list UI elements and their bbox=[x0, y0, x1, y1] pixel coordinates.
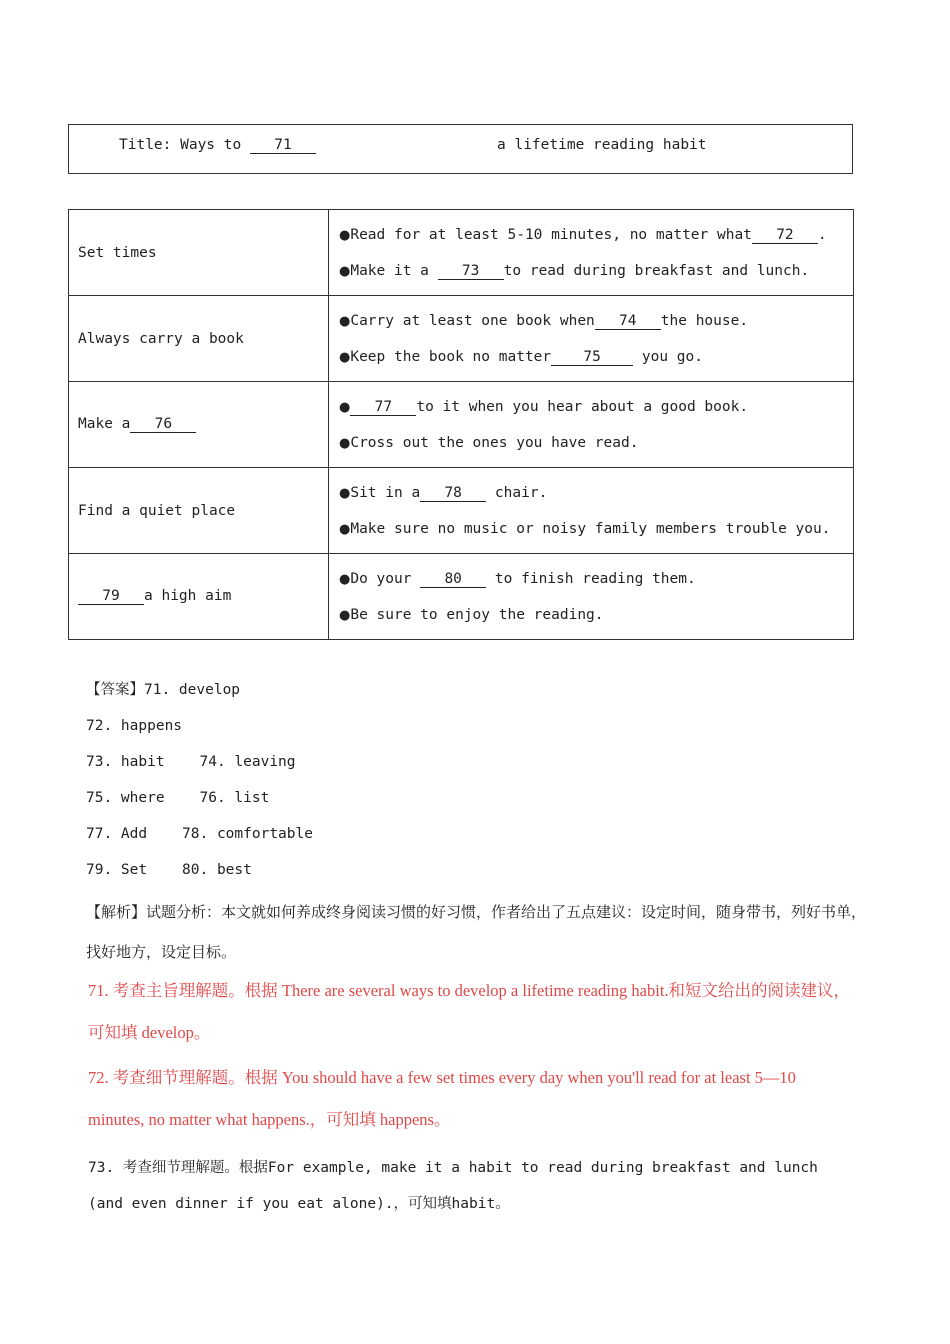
row-content bbox=[329, 382, 854, 468]
text: chair. bbox=[486, 484, 548, 501]
text: . bbox=[817, 226, 827, 243]
answer-line: 77. Add 78. comfortable bbox=[86, 826, 313, 842]
content-line bbox=[339, 425, 853, 461]
row-content bbox=[329, 468, 854, 554]
row-label bbox=[69, 296, 329, 382]
blank-71: 71 bbox=[250, 137, 316, 154]
note-line: 71. 考查主旨理解题。根据 There are several ways to develop a lifetime reading habit.和短文给出的阅读建议， bbox=[88, 981, 851, 1000]
note-73 bbox=[88, 1150, 868, 1222]
title-left bbox=[119, 137, 316, 154]
content-line bbox=[339, 511, 853, 547]
row-content bbox=[329, 210, 854, 296]
row-label bbox=[69, 468, 329, 554]
text: Read for at least 5-10 minutes, no matter what bbox=[350, 226, 752, 243]
answer-line: 79. Set 80. best bbox=[86, 862, 252, 878]
answer-line: 72. happens bbox=[86, 718, 183, 734]
bullet-icon: ● bbox=[339, 313, 351, 329]
bullet-icon: ● bbox=[339, 485, 351, 501]
label-text: Always carry a book bbox=[78, 330, 244, 347]
title-suffix: a lifetime reading habit bbox=[497, 137, 707, 153]
content-line bbox=[339, 597, 853, 633]
label-text: Set times bbox=[78, 244, 157, 261]
answer-line: 75. where 76. list bbox=[86, 790, 270, 806]
table-row bbox=[69, 554, 854, 640]
row-content bbox=[329, 296, 854, 382]
text: to finish reading them. bbox=[486, 570, 696, 587]
bullet-icon: ● bbox=[339, 521, 351, 537]
answer-heading: 【答案】 bbox=[86, 682, 144, 698]
content-line bbox=[339, 217, 853, 253]
blank-79: 79 bbox=[78, 588, 144, 605]
text: Sit in a bbox=[350, 484, 421, 501]
title-box bbox=[68, 124, 853, 174]
text: Do your bbox=[350, 570, 421, 587]
blank-78: 78 bbox=[420, 485, 486, 502]
text: you go. bbox=[633, 348, 703, 365]
label-text: Make a bbox=[78, 416, 131, 432]
content-line bbox=[339, 475, 853, 511]
analysis-heading: 【解析】 bbox=[86, 903, 147, 921]
label-text: a high aim bbox=[144, 588, 232, 604]
tips-table bbox=[68, 209, 854, 640]
text: to it when you hear about a good book. bbox=[416, 398, 749, 415]
note-72 bbox=[88, 1057, 878, 1141]
title-prefix: Title: Ways to bbox=[119, 137, 250, 153]
text: Make sure no music or noisy family members trouble you. bbox=[350, 520, 831, 537]
table-row bbox=[69, 210, 854, 296]
bullet-icon: ● bbox=[339, 571, 351, 587]
text: Make it a bbox=[350, 262, 438, 279]
text: Be sure to enjoy the reading. bbox=[350, 606, 604, 623]
row-label bbox=[69, 382, 329, 468]
row-content bbox=[329, 554, 854, 640]
answers-section bbox=[86, 678, 886, 894]
content-line bbox=[339, 303, 853, 339]
note-line: 可知填 develop。 bbox=[88, 1023, 211, 1042]
blank-76: 76 bbox=[130, 416, 196, 433]
analysis-text: 试题分析：本文就如何养成终身阅读习惯的好习惯，作者给出了五点建议：设定时间，随身带书，列好书单，找好地方，设定目标。 bbox=[86, 903, 867, 961]
note-line: minutes, no matter what happens.，可知填 happens。 bbox=[88, 1110, 451, 1129]
note-line: 72. 考查细节理解题。根据 You should have a few set times every day when you'll read for at least 5—10 bbox=[88, 1068, 796, 1087]
bullet-icon: ● bbox=[339, 435, 351, 451]
text: Carry at least one book when bbox=[350, 312, 595, 329]
note-line: 73. 考查细节理解题。根据For example, make it a habit to read during breakfast and lunch bbox=[88, 1160, 818, 1176]
answer-line: 73. habit 74. leaving bbox=[86, 754, 296, 770]
bullet-icon: ● bbox=[339, 263, 351, 279]
bullet-icon: ● bbox=[339, 607, 351, 623]
answer-line bbox=[86, 678, 886, 714]
note-71 bbox=[88, 970, 878, 1054]
row-label bbox=[69, 554, 329, 640]
content-line bbox=[339, 389, 853, 425]
blank-77: 77 bbox=[350, 399, 416, 416]
text: Cross out the ones you have read. bbox=[350, 434, 639, 451]
blank-73: 73 bbox=[438, 263, 504, 280]
content-line bbox=[339, 339, 853, 375]
text: Keep the book no matter bbox=[350, 348, 552, 365]
table-row bbox=[69, 382, 854, 468]
label-text: Find a quiet place bbox=[78, 502, 236, 519]
blank-74: 74 bbox=[595, 313, 661, 330]
content-line bbox=[339, 561, 853, 597]
blank-72: 72 bbox=[752, 227, 818, 244]
note-line: (and even dinner if you eat alone).，可知填habit。 bbox=[88, 1196, 510, 1212]
text: to read during breakfast and lunch. bbox=[503, 262, 810, 279]
bullet-icon: ● bbox=[339, 227, 351, 243]
table-row bbox=[69, 468, 854, 554]
row-label bbox=[69, 210, 329, 296]
content-line bbox=[339, 253, 853, 289]
text: the house. bbox=[660, 312, 749, 329]
table-row bbox=[69, 296, 854, 382]
blank-80: 80 bbox=[420, 571, 486, 588]
bullet-icon: ● bbox=[339, 349, 351, 365]
blank-75: 75 bbox=[551, 349, 633, 366]
analysis-paragraph bbox=[86, 892, 876, 972]
bullet-icon: ● bbox=[339, 399, 351, 415]
answer-text: 71. develop bbox=[144, 682, 241, 698]
